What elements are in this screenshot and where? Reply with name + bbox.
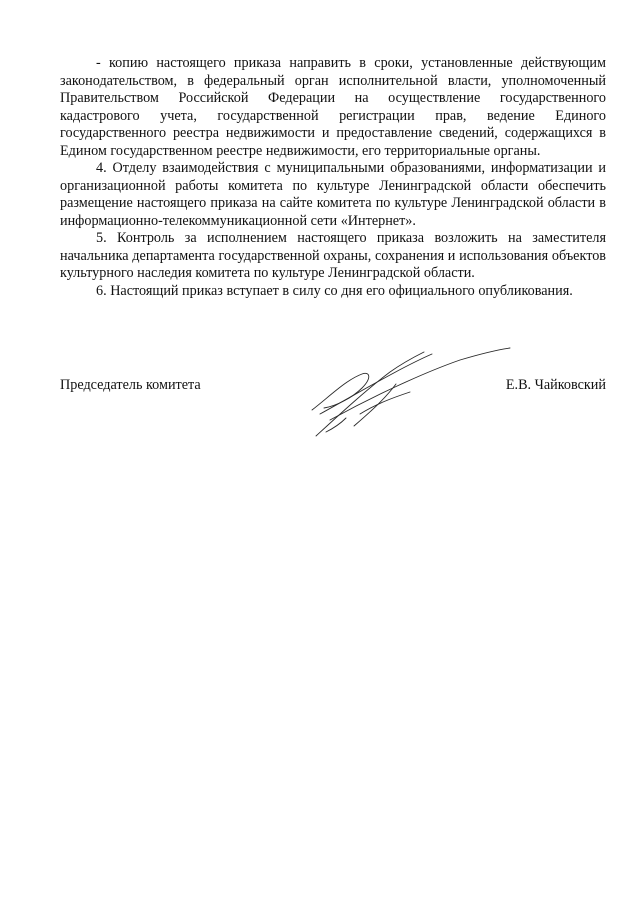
paragraph-copy-order: - копию настоящего приказа направить в сроки, установленные действующим законодательством, в федеральный орган исполнительной власти, уполномоченный Правительством Российской Федерации на осуществление государственного кадастрового учета, государственной регистрации прав, ведение Единого государственного реестра недвижимости и предоставление сведений, содержащихся в Едином государственном реестре недвижимости, его территориальные органы.	[60, 55, 606, 159]
document-body	[60, 55, 606, 300]
paragraph-item-6: 6. Настоящий приказ вступает в силу со дня его официального опубликования.	[96, 282, 573, 299]
paragraph-item-4: 4. Отделу взаимодействия с муниципальными образованиями, информатизации и организационной работы комитета по культуре Ленинградской области обеспечить размещение настоящего приказа на сайте комитета по культуре Ленинградской области в информационно-телекоммуникационной сети «Интернет».	[60, 160, 606, 229]
signatory-title: Председатель комитета	[60, 377, 201, 393]
signatory-name: Е.В. Чайковский	[505, 377, 606, 393]
paragraph-item-5: 5. Контроль за исполнением настоящего приказа возложить на заместителя начальника департамента государственной охраны, сохранения и использования объектов культурного наследия комитета по культуре Ленинградской области.	[60, 230, 606, 281]
signature-row	[60, 376, 606, 396]
